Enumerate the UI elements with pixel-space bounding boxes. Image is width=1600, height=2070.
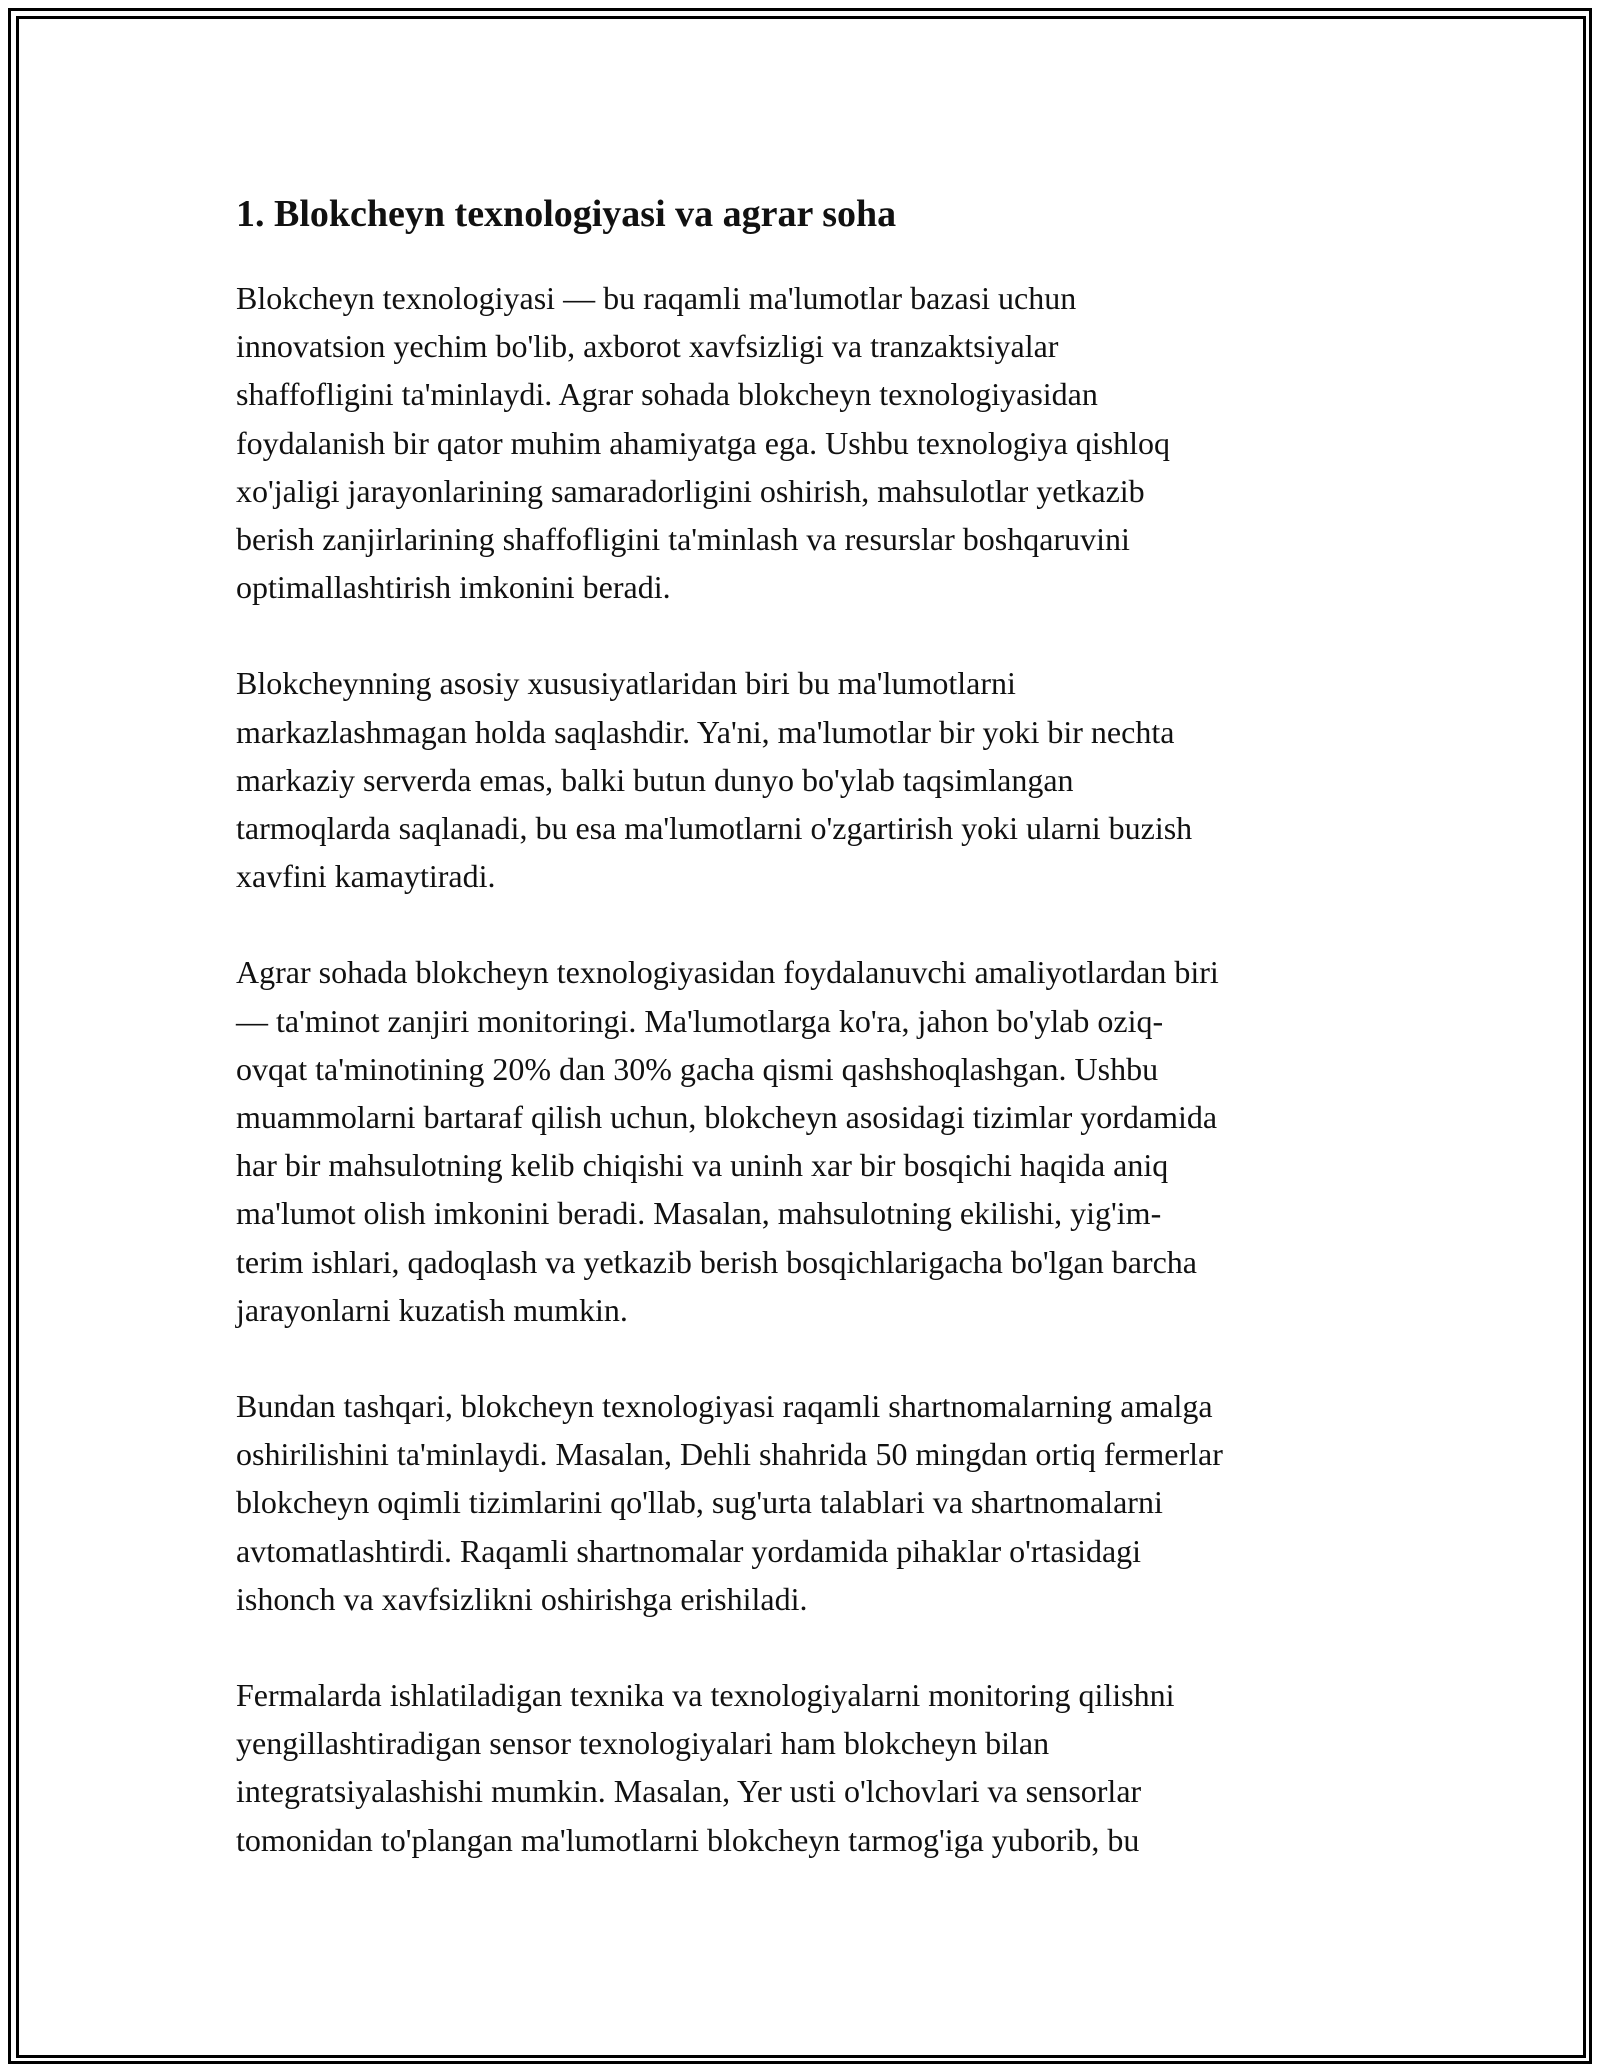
text-line: foydalanish bir qator muhim ahamiyatga ega. Ushbu texnologiya qishloq — [236, 424, 1171, 461]
text-line: muammolarni bartaraf qilish uchun, blokcheyn asosidagi tizimlar yordamida — [236, 1099, 1218, 1136]
paragraph-sensors — [236, 1671, 1396, 1864]
text-line: blokcheyn oqimli tizimlarini qo'llab, sug'urta talablari va shartnomalarni — [236, 1484, 1163, 1521]
text-line: yengillashtiradigan sensor texnologiyalari ham blokcheyn bilan — [236, 1725, 1050, 1762]
text-line: markazlashmagan holda saqlashdir. Ya'ni, ma'lumotlar bir yoki bir nechta — [236, 713, 1175, 750]
text-line: xo'jaligi jarayonlarining samaradorligini oshirish, mahsulotlar yetkazib — [236, 472, 1145, 509]
text-line: integratsiyalashishi mumkin. Masalan, Yer usti o'lchovlari va sensorlar — [236, 1773, 1142, 1810]
text-line: ma'lumot olish imkonini beradi. Masalan, mahsulotning ekilishi, yig'im- — [236, 1195, 1162, 1232]
text-line: — ta'minot zanjiri monitoringi. Ma'lumotlarga ko'ra, jahon bo'ylab oziq- — [236, 1002, 1164, 1039]
text-line: tomonidan to'plangan ma'lumotlarni blokcheyn tarmog'iga yuborib, bu — [236, 1821, 1140, 1858]
text-line: har bir mahsulotning kelib chiqishi va uninh xar bir bosqichi haqida aniq — [236, 1147, 1169, 1184]
text-line: tarmoqlarda saqlanadi, bu esa ma'lumotlarni o'zgartirish yoki ularni buzish — [236, 810, 1193, 847]
section-heading: 1. Blokcheyn texnologiyasi va agrar soha — [236, 193, 897, 235]
text-line: terim ishlari, qadoqlash va yetkazib berish bosqichlarigacha bo'lgan barcha — [236, 1243, 1197, 1280]
paragraph-intro — [236, 274, 1396, 611]
text-line: optimallashtirish imkonini beradi. — [236, 569, 671, 606]
document-page — [236, 186, 1396, 1912]
paragraph-supply-chain — [236, 948, 1396, 1334]
text-line: ishonch va xavfsizlikni oshirishga erishiladi. — [236, 1580, 808, 1617]
text-line: Blokcheynning asosiy xususiyatlaridan biri bu ma'lumotlarni — [236, 665, 1016, 702]
text-line: Bundan tashqari, blokcheyn texnologiyasi raqamli shartnomalarning amalga — [236, 1388, 1213, 1425]
text-line: avtomatlashtirdi. Raqamli shartnomalar yordamida pihaklar o'rtasidagi — [236, 1532, 1142, 1569]
text-line: Agrar sohada blokcheyn texnologiyasidan foydalanuvchi amaliyotlardan biri — [236, 954, 1219, 991]
text-line: Blokcheyn texnologiyasi — bu raqamli ma'lumotlar bazasi uchun — [236, 280, 1077, 316]
text-line: innovatsion yechim bo'lib, axborot xavfsizligi va tranzaktsiyalar — [236, 328, 1059, 365]
text-line: shaffofligini ta'minlaydi. Agrar sohada blokcheyn texnologiyasidan — [236, 376, 1098, 413]
text-line: jarayonlarni kuzatish mumkin. — [236, 1291, 628, 1328]
text-line: Fermalarda ishlatiladigan texnika va texnologiyalarni monitoring qilishni — [236, 1677, 1175, 1714]
text-line: xavfini kamaytiradi. — [236, 858, 496, 895]
text-line: oshirilishini ta'minlaydi. Masalan, Dehli shahrida 50 mingdan ortiq fermerlar — [236, 1436, 1223, 1473]
text-line: ovqat ta'minotining 20% dan 30% gacha qismi qashshoqlashgan. Ushbu — [236, 1050, 1159, 1087]
text-line: berish zanjirlarining shaffofligini ta'minlash va resurslar boshqaruvini — [236, 521, 1130, 558]
paragraph-decentralization — [236, 659, 1396, 900]
text-line: markaziy serverda emas, balki butun dunyo bo'ylab taqsimlangan — [236, 761, 1074, 798]
paragraph-smart-contracts — [236, 1382, 1396, 1623]
